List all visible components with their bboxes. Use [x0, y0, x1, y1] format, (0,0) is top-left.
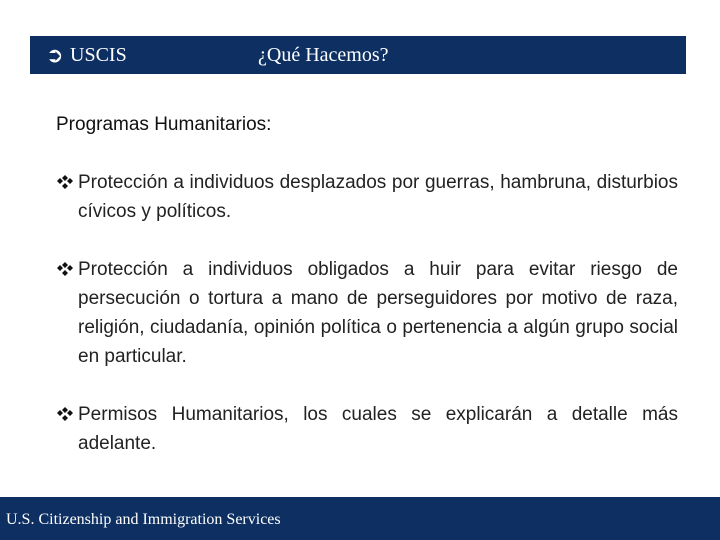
- page-title: ¿Qué Hacemos?: [258, 44, 389, 66]
- bullet-text: Protección a individuos obligados a huir para evitar riesgo de persecución o tortura a mano de perseguidores por motivo de raza, religión, ciudadanía, opinión política o pertenencia a algún grupo social en particular.: [78, 259, 678, 367]
- footer-bar: [0, 497, 720, 540]
- bullet-text: Permisos Humanitarios, los cuales se explicarán a detalle más adelante.: [78, 404, 678, 454]
- bullet-text: Protección a individuos desplazados por guerras, hambruna, disturbios cívicos y políticos.: [78, 172, 678, 222]
- arrow-right-circle-icon: ➲: [46, 43, 64, 67]
- header-bar: [30, 36, 686, 74]
- diamond-bullet-icon: [56, 261, 74, 277]
- bullet-list: [56, 168, 678, 458]
- footer-text: U.S. Citizenship and Immigration Services: [6, 511, 281, 528]
- diamond-bullet-icon: [56, 174, 74, 190]
- section-heading: Programas Humanitarios:: [56, 114, 272, 135]
- diamond-bullet-icon: [56, 406, 74, 422]
- header-brand: USCIS: [70, 44, 127, 66]
- list-item: [56, 168, 678, 226]
- list-item: [56, 400, 678, 458]
- list-item: [56, 255, 678, 371]
